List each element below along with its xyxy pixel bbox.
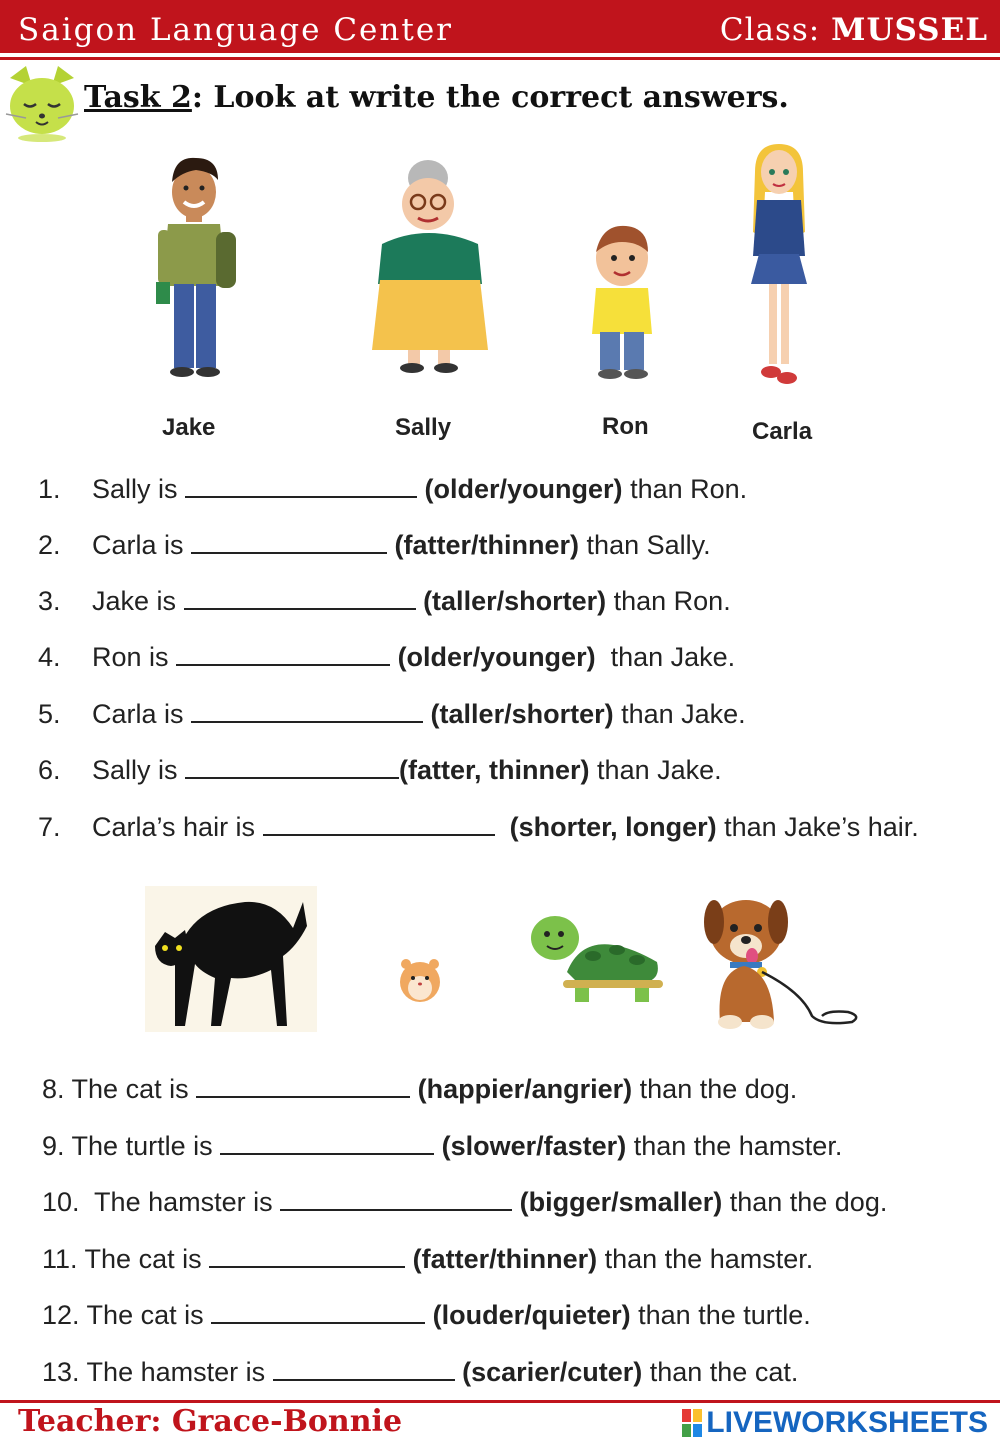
answer-options: (fatter/thinner) [412,1244,598,1274]
question-number: 11. [42,1244,78,1274]
question-3 [38,584,731,617]
question-subject: Jake is [92,586,184,616]
question-number: 8. [42,1074,65,1104]
question-12 [42,1298,811,1331]
question-rest: than the dog. [632,1074,798,1104]
answer-options: (fatter/thinner) [394,530,580,560]
question-rest: than the cat. [642,1357,799,1387]
answer-options: (louder/quieter) [432,1300,631,1330]
question-number: 3. [38,586,61,616]
answer-options: (taller/shorter) [430,699,614,729]
question-8 [42,1072,797,1105]
question-11 [42,1242,813,1275]
question-rest: than the hamster. [626,1131,843,1161]
question-rest: than Jake. [613,699,746,729]
question-subject: Ron is [92,642,177,672]
question-subject: Carla’s hair is [92,812,263,842]
question-13 [42,1355,798,1388]
answer-options: (fatter, thinner) [399,755,590,785]
answer-blank[interactable] [211,1298,425,1324]
footer-divider [0,1400,1000,1403]
answer-options: (scarier/cuter) [462,1357,643,1387]
question-number: 10. [42,1187,80,1217]
question-7 [38,810,919,843]
girl-in-jacket-icon [745,142,813,392]
answer-options: (slower/faster) [441,1131,627,1161]
question-subject: Carla is [92,699,192,729]
question-number: 6. [38,755,61,785]
header-divider [0,57,1000,60]
question-6 [38,753,722,786]
task-instruction: : Look at write the correct answers. [191,80,789,115]
task-title [84,80,789,115]
task-number: Task 2 [84,80,192,115]
answer-blank[interactable] [185,753,399,779]
question-1 [38,472,747,505]
question-rest: than Jake. [589,755,722,785]
answer-options: (older/younger) [424,474,623,504]
puppy-icon [700,872,870,1042]
hamster-icon [398,956,442,1004]
question-number: 13. [42,1357,80,1387]
answer-options: (taller/shorter) [423,586,607,616]
teacher-name: Teacher: Grace-Bonnie [18,1404,403,1439]
liveworksheets-logo-icon [682,1409,702,1437]
question-rest: than Ron. [606,586,731,616]
grandmother-icon [368,156,492,376]
answer-blank[interactable] [263,810,495,836]
question-rest: than Jake’s hair. [716,812,919,842]
page-header [0,0,1000,53]
brand-text: LIVEWORKSHEETS [706,1406,988,1439]
cat-face-icon [2,64,82,142]
small-boy-icon [578,222,668,380]
answer-options: (older/younger) [397,642,596,672]
answer-options: (happier/angrier) [417,1074,633,1104]
answer-blank[interactable] [185,472,417,498]
question-number: 4. [38,642,61,672]
class-label: Class: [719,12,821,48]
question-subject: The hamster is [79,1187,281,1217]
question-rest: than the turtle. [630,1300,811,1330]
question-rest: than Jake. [595,642,736,672]
question-rest: than the dog. [722,1187,888,1217]
question-subject: The cat is [64,1074,197,1104]
person-name-ron: Ron [602,413,649,440]
question-subject: The turtle is [64,1131,221,1161]
question-2 [38,528,711,561]
answer-options: (bigger/smaller) [519,1187,723,1217]
question-subject: Sally is [92,474,186,504]
answer-blank[interactable] [209,1242,405,1268]
question-number: 12. [42,1300,80,1330]
black-cat-icon [145,886,317,1032]
answer-blank[interactable] [191,697,423,723]
school-name: Saigon Language Center [18,12,453,48]
answer-options: (shorter, longer) [509,812,717,842]
question-9 [42,1129,842,1162]
answer-blank[interactable] [280,1185,512,1211]
answer-blank[interactable] [176,640,390,666]
class-info [720,12,988,48]
question-10 [42,1185,887,1218]
question-subject: Sally is [92,755,186,785]
boy-with-backpack-icon [150,152,246,380]
question-subject: The cat is [77,1244,210,1274]
question-subject: The hamster is [79,1357,273,1387]
answer-blank[interactable] [273,1355,455,1381]
question-rest: than Sally. [579,530,711,560]
question-number: 9. [42,1131,65,1161]
question-rest: than Ron. [622,474,748,504]
answer-blank[interactable] [191,528,387,554]
turtle-icon [527,910,667,1004]
question-number: 1. [38,474,61,504]
person-name-carla: Carla [752,418,813,445]
person-name-jake: Jake [162,414,216,441]
person-name-sally: Sally [395,414,452,441]
question-subject: The cat is [79,1300,212,1330]
question-number: 2. [38,530,61,560]
question-4 [38,640,735,673]
question-rest: than the hamster. [597,1244,814,1274]
question-number: 5. [38,699,61,729]
question-number: 7. [38,812,61,842]
question-subject: Carla is [92,530,192,560]
answer-blank[interactable] [184,584,416,610]
answer-blank[interactable] [220,1129,434,1155]
answer-blank[interactable] [196,1072,410,1098]
liveworksheets-brand[interactable] [682,1406,988,1440]
question-5 [38,697,746,730]
class-name: MUSSEL [831,12,988,48]
